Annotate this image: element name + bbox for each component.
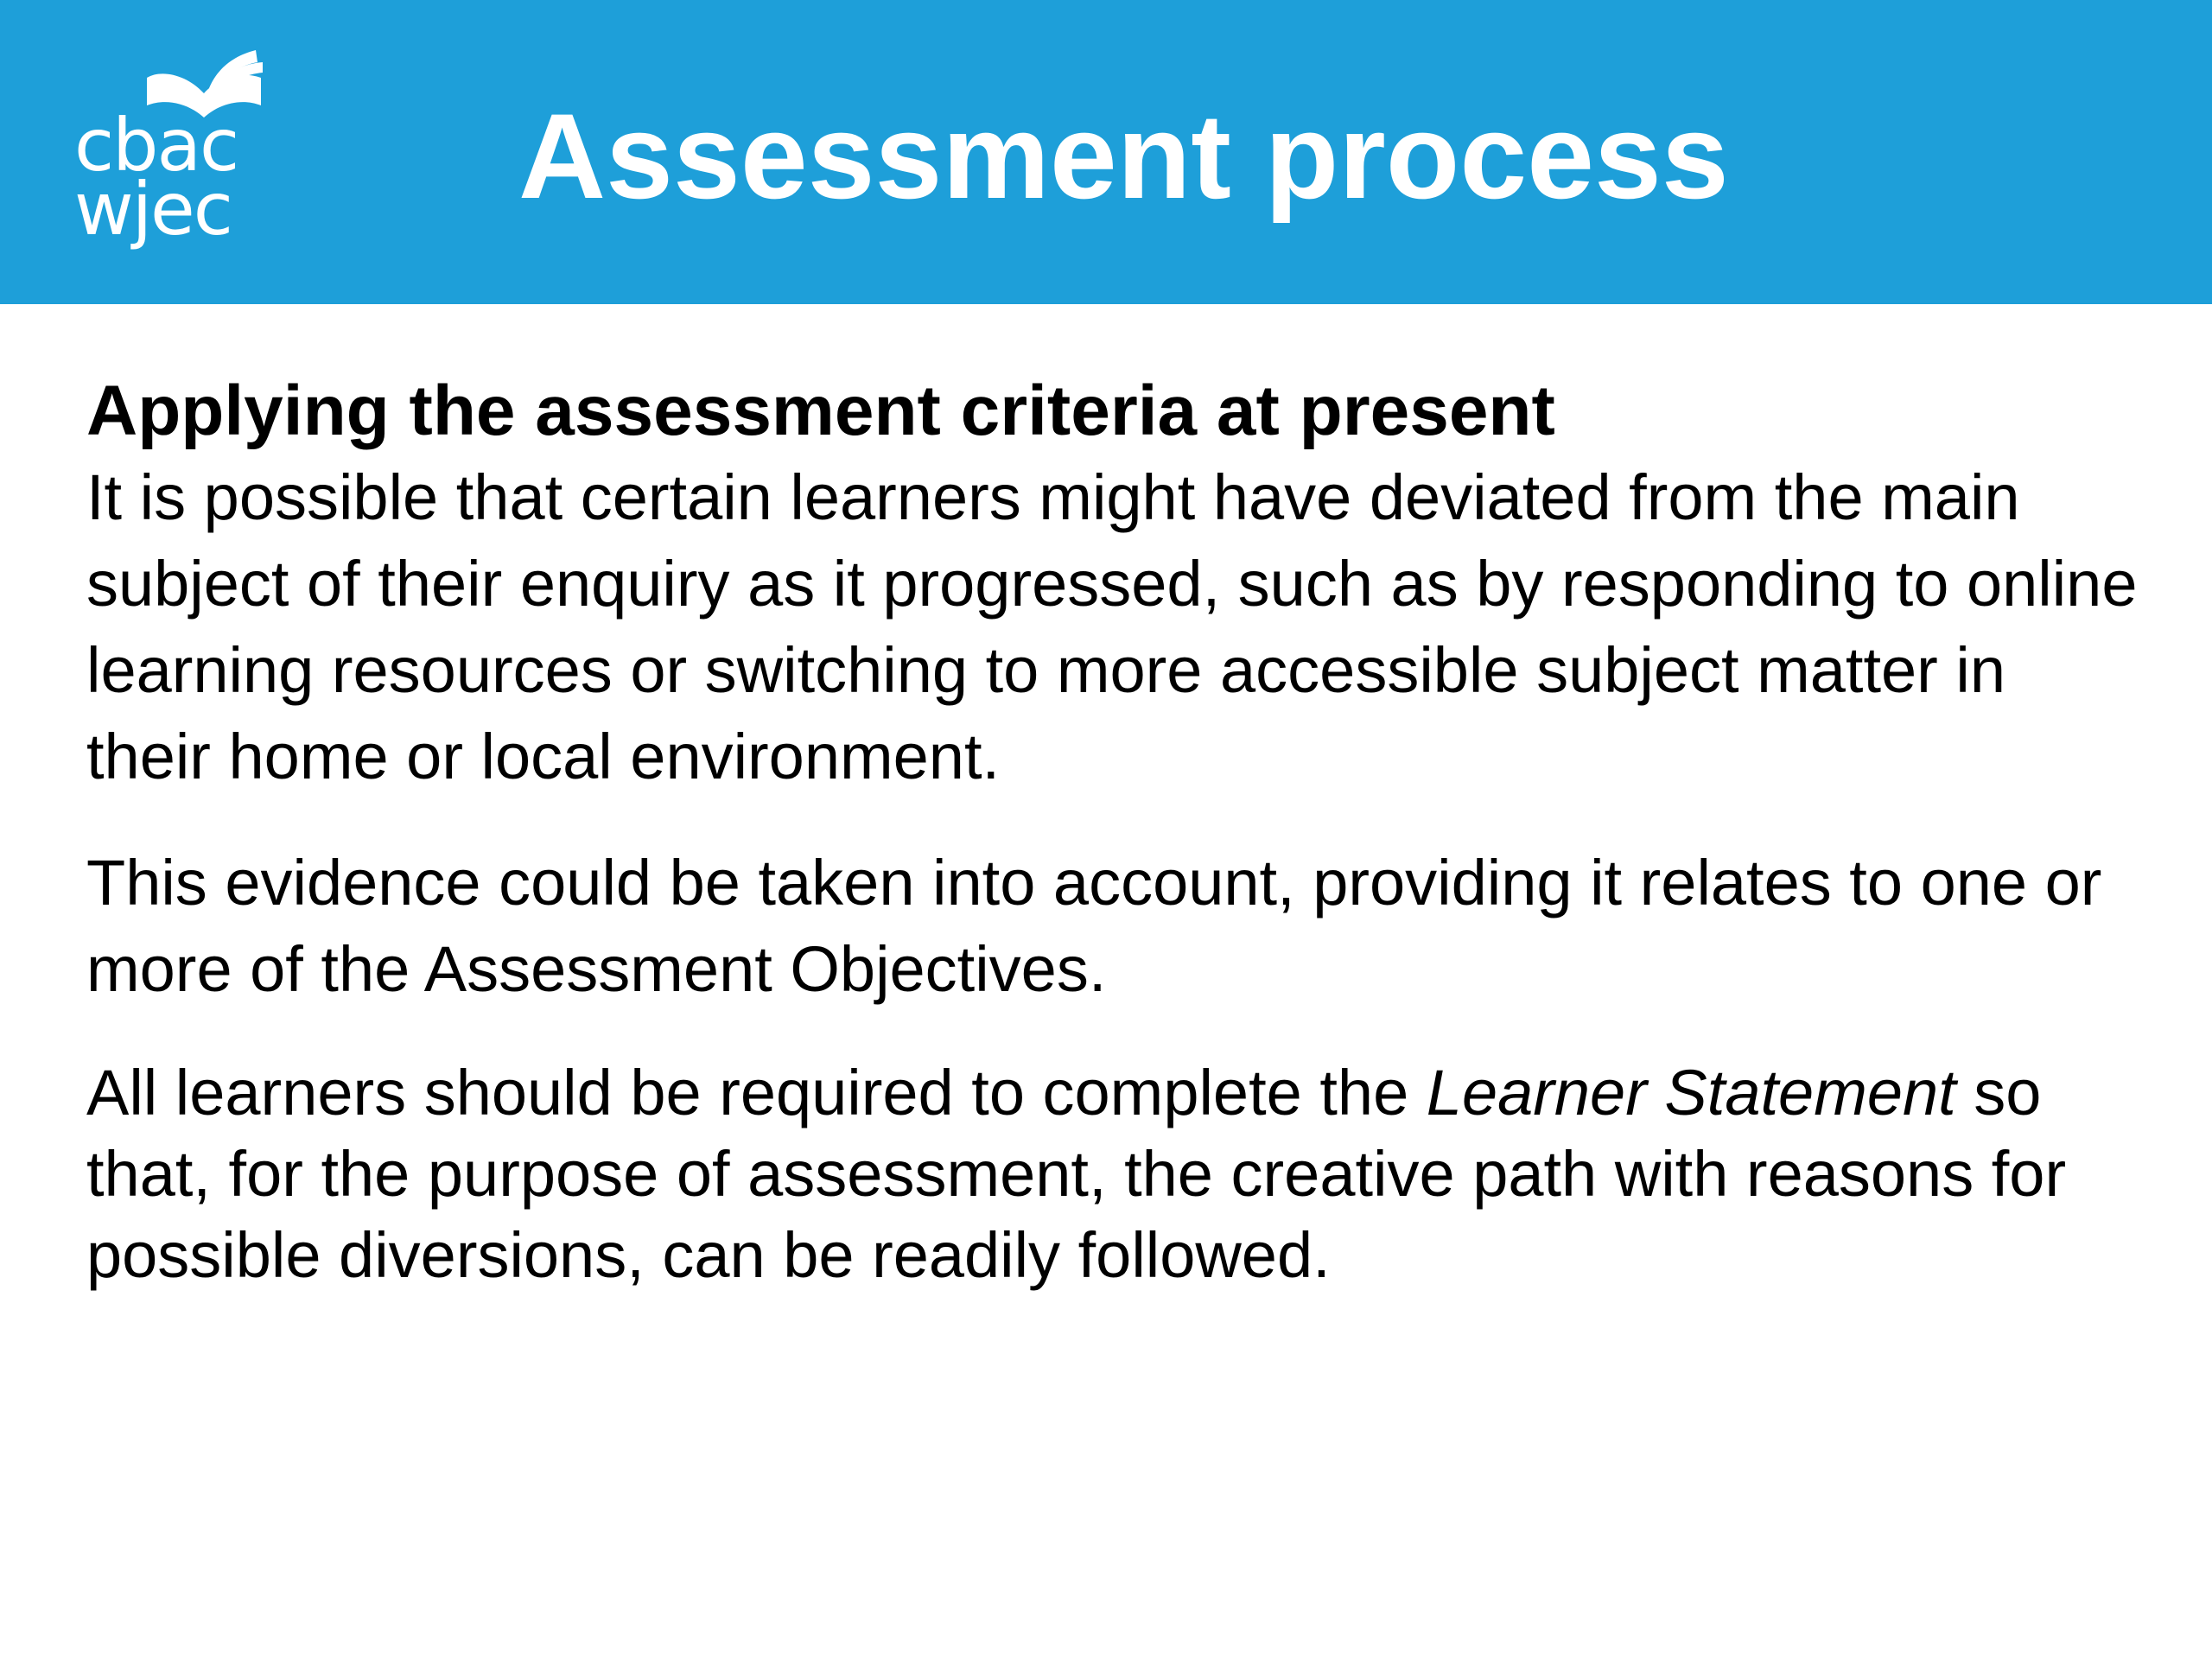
logo-text-wjec: wjec bbox=[74, 167, 232, 251]
paragraph-3-text-end: so that, for the purpose of assessment, the creative path with reasons for possible diversions, can be readily followed. bbox=[86, 1057, 2067, 1291]
paragraph-1: It is possible that certain learners might have deviated from the main subject of their enquiry as it progressed, such as by responding to online learning resources or switching to more accessible subject matter in their home or local environment. bbox=[86, 461, 2138, 792]
header-bar bbox=[0, 0, 2212, 304]
paragraph-3 bbox=[86, 1052, 2143, 1296]
paragraph-3-text-start: All learners should be required to complete the bbox=[86, 1057, 1427, 1128]
logo-text-cbac: cbac bbox=[74, 103, 238, 188]
paragraph-2: This evidence could be taken into account, providing it relates to one or more of the Assessment Objectives. bbox=[86, 847, 2102, 1005]
learner-statement-emphasis: Learner Statement bbox=[1426, 1057, 1956, 1128]
slide-title: Assessment process bbox=[518, 88, 1729, 224]
section-heading: Applying the assessment criteria at present bbox=[86, 372, 1555, 450]
cbac-wjec-logo bbox=[74, 45, 275, 261]
slide-content bbox=[86, 368, 2143, 1296]
